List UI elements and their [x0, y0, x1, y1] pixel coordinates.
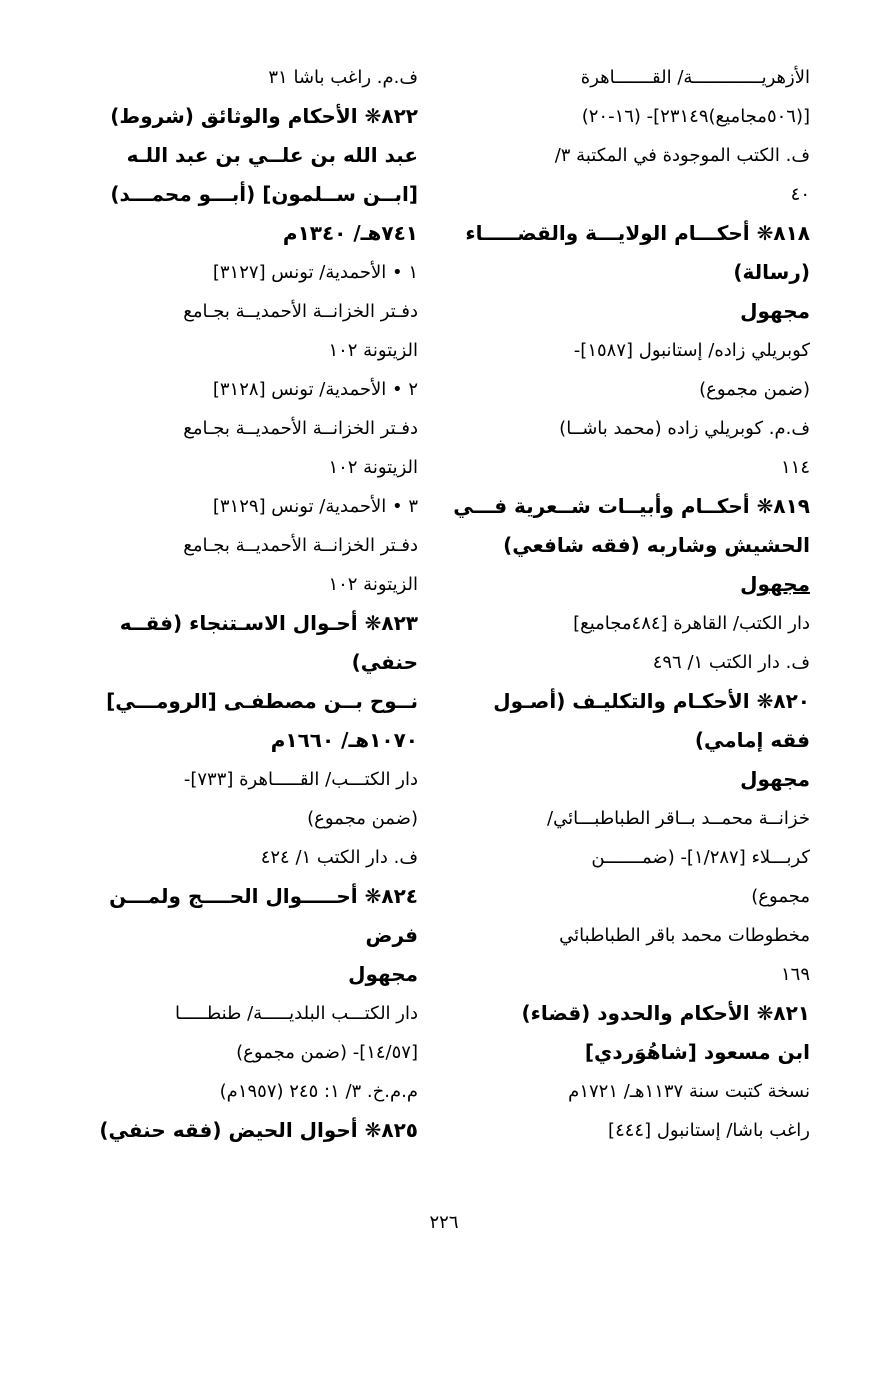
entry-heading-line: فرض [365, 923, 418, 947]
entry-text-line: م.م.خ. ٣/ ١: ٢٤٥ (١٩٥٧م) [219, 1081, 418, 1102]
entry-heading-line: ٨٢٢❋ الأحكام والوثائق (شروط) [110, 104, 418, 128]
entry-heading-line: مجهول [740, 767, 810, 791]
entry-heading-line: حنفي) [351, 650, 418, 674]
entry-text-line: دفـتر الخزانــة الأحمديــة بجـامع [183, 301, 418, 322]
entry-heading-line: مجهول [740, 299, 810, 323]
entry-text-line: كوبريلي زاده/ إستانبول [١٥٨٧]- [573, 340, 810, 361]
entry-text-line: الزيتونة ١٠٢ [328, 574, 418, 595]
entry-heading-line: ٨١٩❋ أحكــام وأبيــات شــعرية فـــي [453, 494, 810, 518]
entry-heading-line: ٨١٨❋ أحكـــام الولايـــة والقضـــــاء [465, 221, 810, 245]
entry-text-line: ١١٤ [780, 457, 810, 478]
entry-text-line: دفـتر الخزانــة الأحمديــة بجـامع [183, 535, 418, 556]
entry-heading-line: ٨٢٣❋ أحـوال الاسـتنجاء (فقــه [119, 611, 418, 635]
entry-heading-line: فقه إمامي) [694, 728, 810, 752]
entry-text-line: (ضمن مجموع) [699, 379, 810, 400]
entry-text-line: ف.م. كوبريلي زاده (محمد باشــا) [559, 418, 810, 439]
entry-text-line: ف.م. راغب باشا ٣١ [268, 67, 418, 88]
entry-text-line: دار الكتـــب/ القـــــاهرة [٧٣٣]- [183, 769, 418, 790]
entry-text-line: كربـــلاء [١/٢٨٧]- (ضمـــــــن [591, 847, 810, 868]
entry-text-line: ٤٠ [790, 184, 810, 205]
right-column [438, 58, 810, 1150]
entry-heading-line: نــوح بــن مصطفـى [الرومـــي] [106, 689, 418, 713]
entry-text-line: ف. دار الكتب ١/ ٤٩٦ [652, 652, 810, 673]
entry-heading-line: [ابــن ســلمون] (أبـــو محمـــد) [110, 182, 418, 206]
entry-text-line: نسخة كتبت سنة ١١٣٧هـ/ ١٧٢١م [568, 1081, 810, 1102]
entry-heading-line: (رسالة) [733, 260, 810, 284]
left-column [68, 58, 418, 1150]
entry-text-line: دار الكتب/ القاهرة [٤٨٤مجاميع] [573, 613, 810, 634]
entry-heading-line: ٨٢٤❋ أحـــــوال الحــــج ولمـــن [109, 884, 418, 908]
entry-text-line: خزانــة محمــد بــاقر الطباطبـــائي/ [547, 808, 810, 829]
entry-heading-line: عبد الله بن علــي بن عبد اللـه [126, 143, 418, 167]
page-number: ٢٢٦ [429, 1212, 459, 1233]
entry-heading-line: الحشيش وشاربه (فقه شافعي) [503, 533, 810, 557]
entry-text-line: [(٥٠٦مجاميع)٢٣١٤٩]- (١٦-٢٠) [581, 106, 810, 127]
entry-text-line: ف. دار الكتب ١/ ٤٢٤ [260, 847, 418, 868]
entry-heading-line: ٧٤١هـ/ ١٣٤٠م [282, 221, 418, 245]
entry-text-line: الأزهريـــــــــــــة/ القـــــــاهرة [580, 67, 810, 88]
entry-text-line: ف. الكتب الموجودة في المكتبة ٣/ [554, 145, 810, 166]
entry-heading-line: ٨٢١❋ الأحكام والحدود (قضاء) [521, 1001, 810, 1025]
entry-heading-line: مجهول [348, 962, 418, 986]
entry-text-line: دفـتر الخزانــة الأحمديــة بجـامع [183, 418, 418, 439]
entry-text-line: الزيتونة ١٠٢ [328, 340, 418, 361]
entry-heading-line: ١٠٧٠هـ/ ١٦٦٠م [270, 728, 418, 752]
entry-text-line: الزيتونة ١٠٢ [328, 457, 418, 478]
entry-text-line: ٢ • الأحمدية/ تونس [٣١٢٨] [212, 379, 418, 400]
entry-text-line: ١ • الأحمدية/ تونس [٣١٢٧] [212, 262, 418, 283]
entry-text-line: (ضمن مجموع) [307, 808, 418, 829]
entry-text-line: مخطوطات محمد باقر الطباطبائي [559, 925, 810, 946]
entry-text-line: ١٦٩ [780, 964, 810, 985]
entry-heading-line: مجهول [740, 572, 810, 596]
entry-text-line: [١٤/٥٧]- (ضمن مجموع) [236, 1042, 418, 1063]
entry-text-line: مجموع) [751, 886, 810, 907]
entry-heading-line: ابن مسعود [شاهُوَردي] [584, 1040, 810, 1064]
entry-text-line: راغب باشا/ إستانبول [٤٤٤] [608, 1120, 810, 1141]
entry-heading-line: ٨٢٠❋ الأحكـام والتكليـف (أصـول [493, 689, 810, 713]
entry-text-line: ٣ • الأحمدية/ تونس [٣١٢٩] [212, 496, 418, 517]
entry-heading-line: ٨٢٥❋ أحوال الحيض (فقه حنفي) [99, 1118, 418, 1142]
entry-text-line: دار الكتـــب البلديـــــة/ طنطـــــا [174, 1003, 418, 1024]
